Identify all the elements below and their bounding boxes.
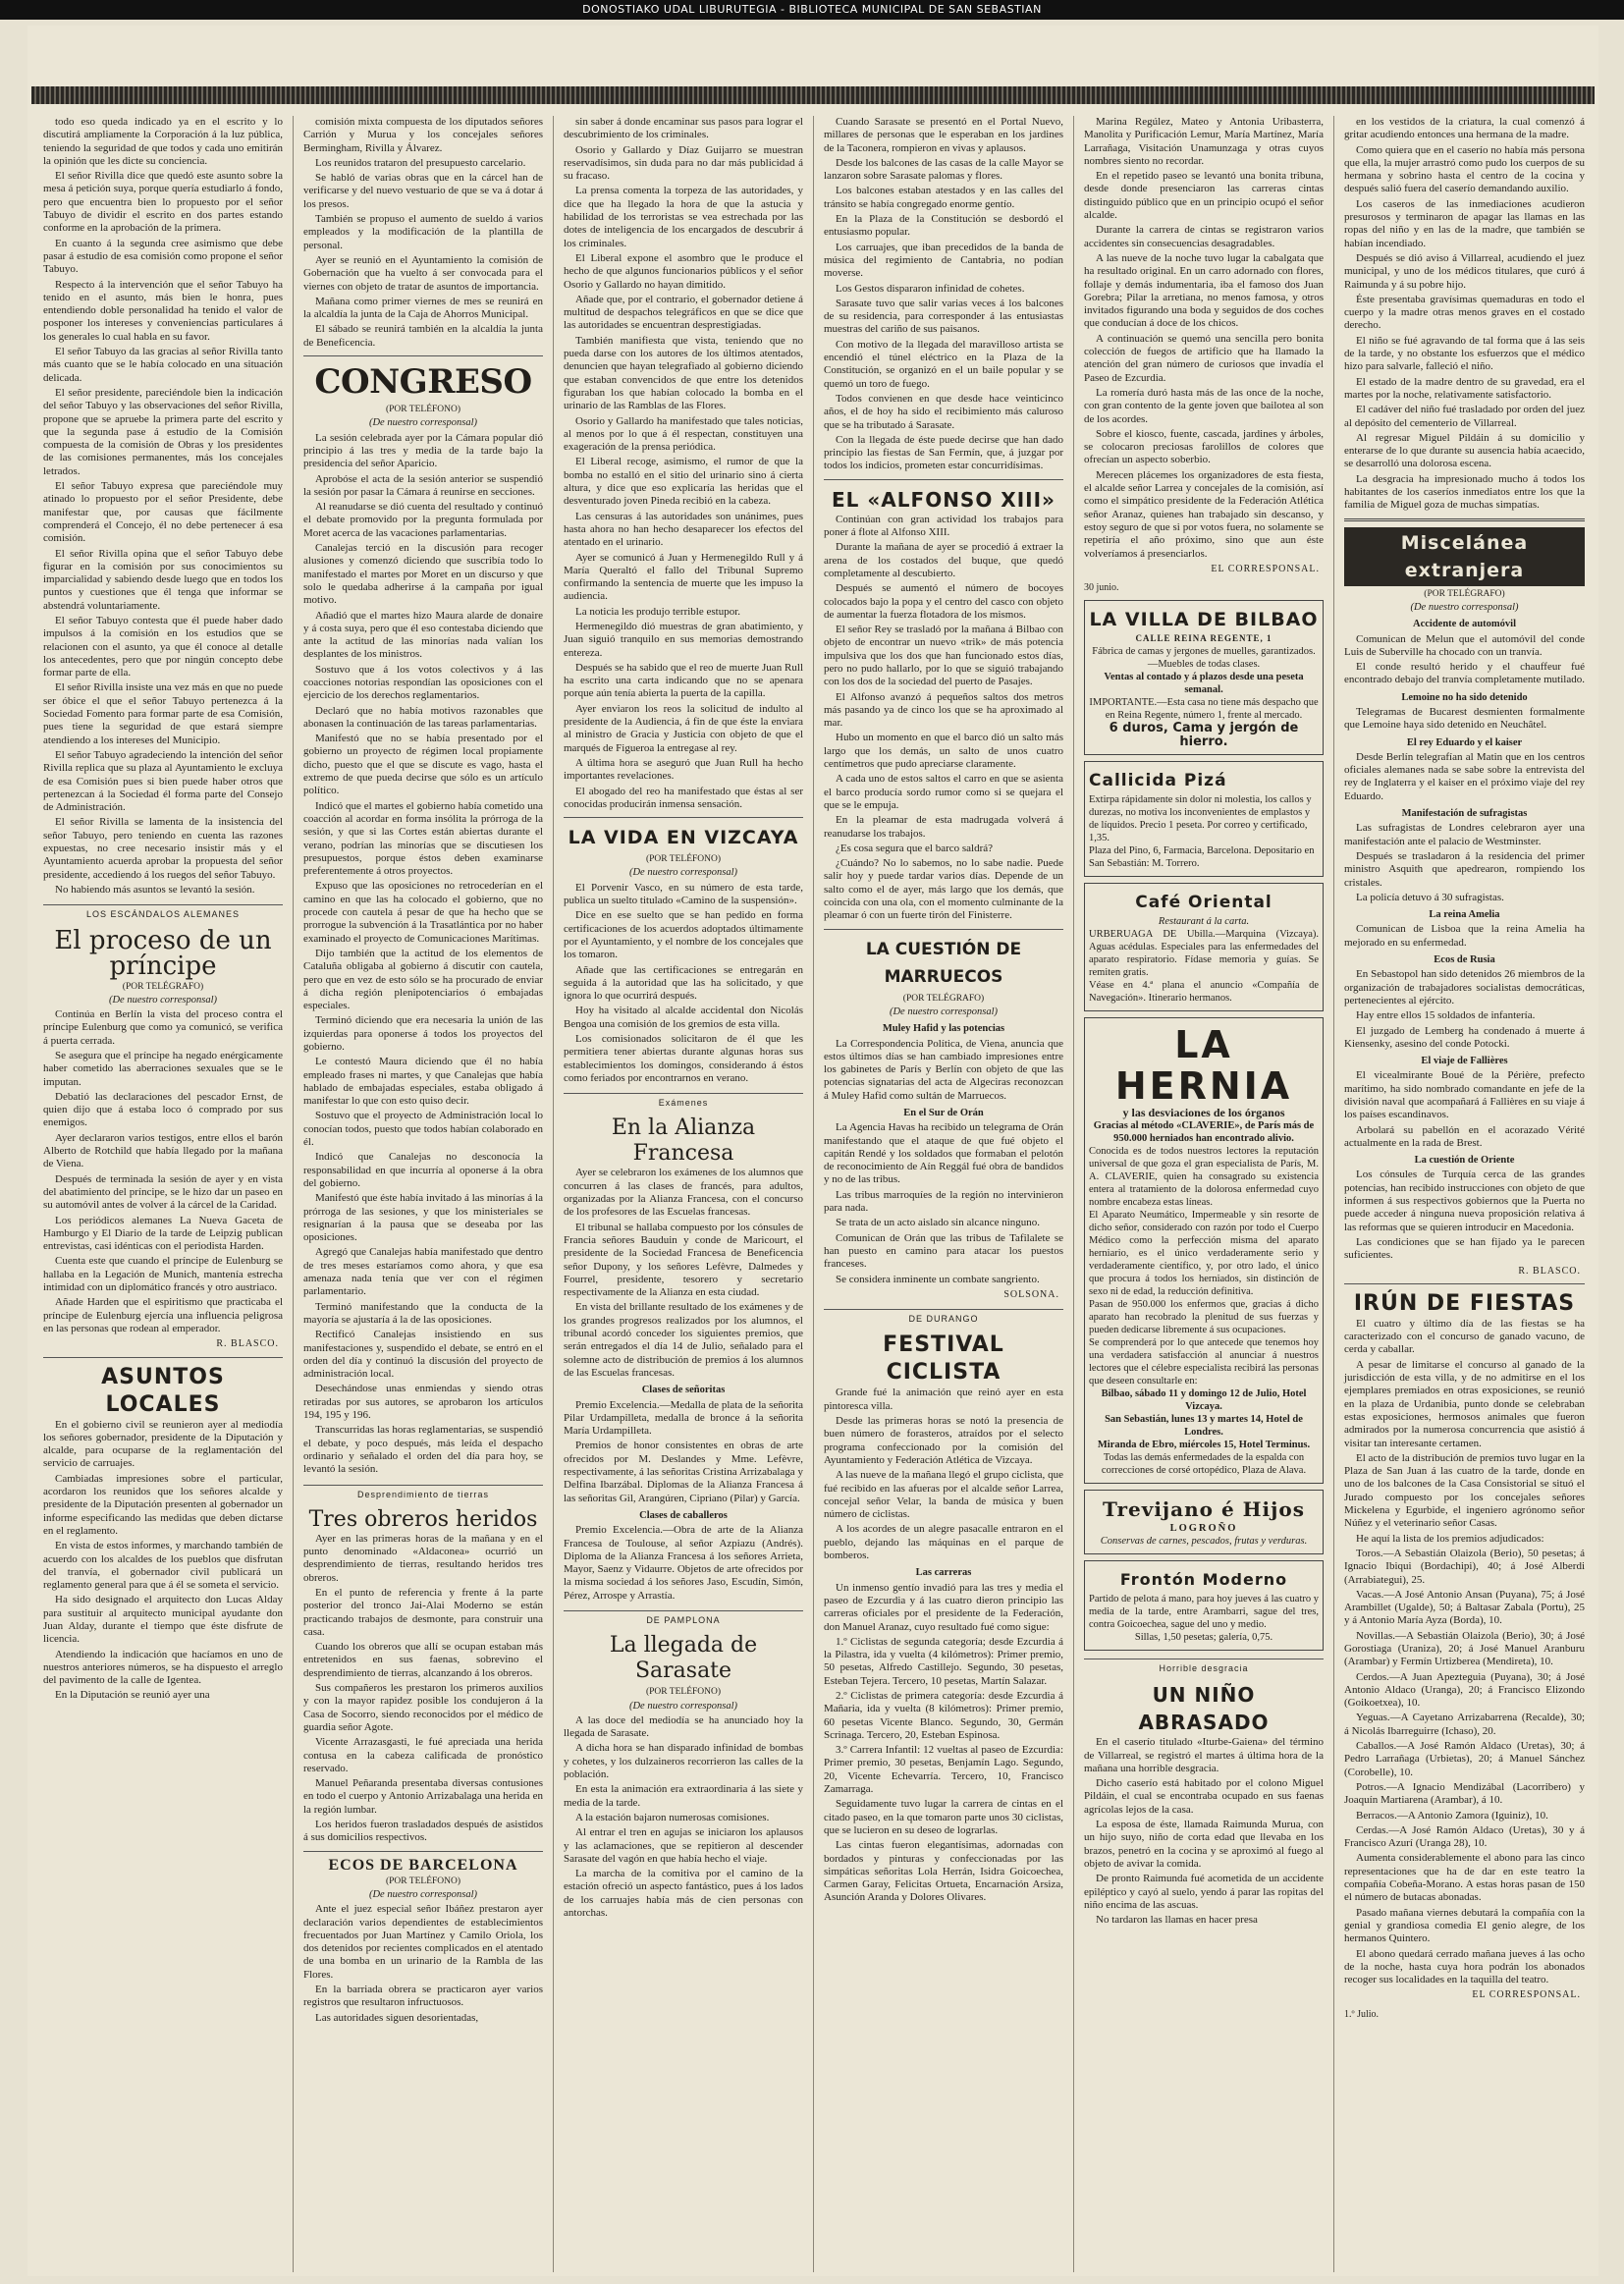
paragraph: Las censuras á las autoridades son unánimes, pues hasta ahora no han hecho desaparecer los efectos del atentado en el urinario. xyxy=(564,510,803,549)
paragraph: El Porvenir Vasco, en su número de esta tarde, publica un suelto titulado «Camino de la suspensión». xyxy=(564,881,803,907)
paragraph: El acto de la distribución de premios tuvo lugar en la Plaza de San Juan á las cuatro de la tarde, donde en uno de los balcones de la Casa Consistorial se situó el Jurado compuesto por los concejales señores Mickelena y Egurbide, el ingeniero agrónomo señor Núñez y el veterinario señor Casas. xyxy=(1344,1451,1585,1530)
paragraph: El señor Rivilla opina que el señor Tabuyo debe figurar en la comisión por sus conocimientos su imparcialidad y sabiendo desde luego que en todos los puntos y cuestiones que él tenga que informar se abstendrá voluntariamente. xyxy=(43,547,283,612)
subheading: Accidente de automóvil xyxy=(1413,619,1516,630)
ad-line: 6 duros, Cama y jergón de hierro. xyxy=(1109,721,1299,749)
paragraph: Después de terminada la sesión de ayer y en vista del abatimiento del príncipe, se le hizo dar un paseo en su automóvil antes de volver á la cárcel de la Caridad. xyxy=(43,1172,283,1212)
paragraph: A continuación se quemó una sencilla pero bonita colección de fuegos de artificio que ha llamado la atención del gran número de curiosos que invadía el Paseo de Ezcurdia. xyxy=(1084,332,1324,384)
byline: (POR TELÉFONO) xyxy=(645,854,722,865)
paragraph: En esta la animación era extraordinaria á las siete y media de la tarde. xyxy=(564,1783,803,1809)
signature: R. BLASCO. xyxy=(1518,1265,1581,1277)
paragraph: Manifestó que no se había presentado por el gobierno un proyecto de régimen local propiamente dicho, puesto que el que se discute es vago, hasta el extremo de que pueda decirse que sólo es un artículo político. xyxy=(303,733,543,797)
paragraph: Éste presentaba gravísimas quemaduras en todo el cuerpo y la madre otras menos graves en el costado derecho. xyxy=(1344,293,1585,332)
paragraph: Los comisionados solicitaron de él que les permitiera tener abiertas durante algunas horas sus establecimientos los domingos, considerando á éstos como feriados por encontrarnos en verano. xyxy=(564,1033,803,1084)
paragraph: La esposa de éste, llamada Raimunda Murua, con un hijo suyo, niño de corta edad que llevaba en los brazos, penetró en la cocina y se aproximó al fuego al objeto de avivar la comida. xyxy=(1084,1819,1324,1870)
paragraph: A las doce del mediodía se ha anunciado hoy la llegada de Sarasate. xyxy=(564,1713,803,1740)
paragraph: Se habló de varias obras que en la cárcel han de verificarse y del nuevo vestuario de que se va á dotar á los presos. xyxy=(303,172,543,210)
divider xyxy=(824,479,1063,480)
paragraph: A las nueve de la noche tuvo lugar la cabalgata que ha resultado original. En un carro adornado con flores, follaje y demás indumentaria, iba el famoso dos Juan Gorebra; Pilar la arretiana, no menos famosa, y otros invitados figurando una boda y seguidos de dos coches que conducían á doce de los chicos. xyxy=(1084,251,1324,330)
paragraph: El Alfonso avanzó á pequeños saltos dos metros más pasando ya de cinco los que se ha aproximado al mar. xyxy=(824,690,1063,730)
paragraph: La desgracia ha impresionado mucho á todos los habitantes de los caseríos inmediatos entre los que la familia de Miguel goza de muchas simpatías. xyxy=(1344,472,1585,512)
section-kicker: DE DURANGO xyxy=(824,1309,1063,1326)
ad-line: Extirpa rápidamente sin dolor ni molestia, los callos y durezas, no motiva los inconvenientes de emplastos y de líquidos. Precio 1 peseta. Por correo y certificado, 1,35. xyxy=(1089,793,1312,843)
paragraph: Seguidamente tuvo lugar la carrera de cintas en el citado paseo, en la que tomaron parte unos 30 ciclistas, que se lucieron en su deseo de lograrlas. xyxy=(824,1798,1063,1836)
subheading: La cuestión de Oriente xyxy=(1414,1155,1515,1167)
divider xyxy=(43,1357,283,1358)
paragraph: En la Plaza de la Constitución se desbordó el entusiasmo popular. xyxy=(824,213,1063,239)
paragraph: Desechándose unas enmiendas y siendo otras retiradas por sus autores, se aprobaron los artículos 194, 195 y 196. xyxy=(303,1383,543,1422)
paragraph: Manuel Peñaranda presentaba diversas contusiones en todo el cuerpo y Antonio Arrizabalaga una herida en la región lumbar. xyxy=(303,1777,543,1816)
headline-miscelanea: Miscelánea extranjera xyxy=(1344,527,1585,586)
paragraph: Añade que las certificaciones se entregarán en seguida á la autoridad que las ha solicitado, y que ignora lo que ocurrirá después. xyxy=(564,963,803,1003)
paragraph: Después se dió aviso á Villarreal, acudiendo el juez municipal, y uno de los médicos titulares, que curó á Raimunda y á su pobre hijo. xyxy=(1344,251,1585,291)
signature: R. BLASCO. xyxy=(216,1338,279,1350)
paragraph: A la estación bajaron numerosas comisiones. xyxy=(575,1811,770,1823)
paragraph: Ayer se reunió en el Ayuntamiento la comisión de Gobernación que ha vuelto á ser convocada para el viernes con objeto de tratar de asuntos de importancia. xyxy=(303,253,543,293)
paragraph: El niño se fué agravando de tal forma que á las seis de la tarde, y no obstante los esfuerzos que el médico hizo para salvarle, falleció el niño. xyxy=(1344,334,1585,373)
paragraph: Aprobóse el acta de la sesión anterior se suspendió la sesión por pasar la Cámara á reunirse en secciones. xyxy=(303,472,543,498)
paragraph: A las nueve de la mañana llegó el grupo ciclista, que fué recibido en las afueras por el alcalde señor Larrea, concejal señor Velar, la banda de música y buen número de ciclistas. xyxy=(824,1469,1063,1521)
paragraph: Mañana como primer viernes de mes se reunirá en la alcaldía la junta de la Caja de Ahorros Municipal. xyxy=(303,295,543,321)
ad-line: Partido de pelota á mano, para hoy jueves á las cuatro y media de la tarde, entre Arambarri, sague del tres, contra Goicoechea, sague del uno y medio. xyxy=(1089,1593,1319,1630)
paragraph: Berracos.—A Antonio Zamora (Iguiniz), 10. xyxy=(1356,1809,1548,1822)
paragraph: Toros.—A Sebastián Olaizola (Berio), 50 pesetas; á Ignacio Ibiqui (Bordachipi), 40; á José Alberdi (Arrabiategui), 25. xyxy=(1344,1547,1585,1586)
ad-line: Bilbao, sábado 11 y domingo 12 de Julio, Hotel Vizcaya. xyxy=(1101,1387,1307,1412)
ad-line: Gracias al método «CLAVERIE», de París más de 950.000 herniados han encontrado alivio. xyxy=(1093,1119,1315,1144)
ad-line: San Sebastián, lunes 13 y martes 14, Hotel de Londres. xyxy=(1105,1413,1303,1438)
ad-trevijano xyxy=(1084,1490,1324,1554)
paragraph: Rectificó Canalejas insistiendo en sus manifestaciones y, suspendido el debate, se entró en el orden del día y continuó la discusión del proyecto de administración local. xyxy=(303,1329,543,1381)
paragraph: Añadió que el martes hizo Maura alarde de donaire y á costa suya, pero que él eso contestaba diciendo que ante la actitud de las minorías nada valían los desplantes de los ministros. xyxy=(303,609,543,661)
byline: (POR TELÉFONO) xyxy=(645,1687,722,1698)
subheading: Manifestación de sufragistas xyxy=(1401,808,1528,820)
divider xyxy=(1344,518,1585,521)
paragraph: Caballos.—A José Ramón Aldaco (Uretas), 30; á Pedro Larrañaga (Urbietas), 20; á Manuel Sánchez (Corobelle), 10. xyxy=(1344,1740,1585,1778)
paragraph: He aquí la lista de los premios adjudicados: xyxy=(1356,1532,1544,1545)
headline-obreros-heridos: Tres obreros heridos xyxy=(308,1506,538,1532)
paragraph: Pasado mañana viernes debutará la compañía con la genial y grandiosa comedia El genio alegre, de los hermanos Quintero. xyxy=(1344,1906,1585,1945)
paragraph: El señor Tabuyo da las gracias al señor Rivilla tanto más cuanto que se le había colocado en una situación delicada. xyxy=(43,346,283,384)
paragraph: Sobre el kiosco, fuente, cascada, jardines y árboles, se colocaron preciosas farolillos de colores que ofrecían un aspecto soberbio. xyxy=(1084,427,1324,466)
byline: (POR TELÉFONO) xyxy=(385,405,461,415)
ad-line: URBERUAGA DE Ubilla.—Marquina (Vizcaya). Aguas acédulas. Especiales para las enfermedades del aparato respiratorio. Fídase memoria y guías. Se remiten gratis. xyxy=(1089,928,1319,978)
byline: (POR TELÉGRAFO) xyxy=(122,981,204,992)
paragraph: Desde las primeras horas se notó la presencia de buen número de forasteros, atraídos por el selecto programa confeccionado por la comisión del Ayuntamiento y Federación Atlética de Vizcaya. xyxy=(824,1415,1063,1466)
ad-title: Frontón Moderno xyxy=(1119,1569,1288,1589)
paragraph: En el punto de referencia y frente á la parte posterior del tronco Jai-Alai Moderno se están practicando trabajos de desmonte, para construir una casa. xyxy=(303,1586,543,1638)
paragraph: Potros.—A Ignacio Mendizábal (Lacorribero) y Joaquín Martiarena (Arambar), á 10. xyxy=(1344,1780,1585,1807)
ad-subtitle: LOGROÑO xyxy=(1169,1522,1238,1534)
paragraph: Ayer se celebraron los exámenes de los alumnos que concurren á las clases de francés, para adultos, organizadas por la Alianza Francesa, con el concurso de los profesores de las Escuelas francesas. xyxy=(564,1167,803,1219)
paragraph: La Agencia Havas ha recibido un telegrama de Orán manifestando que el ataque de que fué objeto el capitán Rendé y los soldados que formaban el pelotón de reconocimiento de Aín Reggál fué obra de bandidos y no de las tribus. xyxy=(824,1121,1063,1186)
paragraph: La romería duró hasta más de las once de la noche, con gran contento de la gente joven que bailotea al son de los acordes. xyxy=(1084,386,1324,425)
ad-title: Café Oriental xyxy=(1135,892,1272,912)
byline-correspondent: (De nuestro corresponsal) xyxy=(628,867,738,879)
paragraph: Añade que, por el contrario, el gobernador detiene á multitud de despachos telegráficos en que se dice que las autoridades se encuentran desprestigiadas. xyxy=(564,293,803,332)
divider xyxy=(564,817,803,818)
paragraph: A dicha hora se han disparado infinidad de bombas y cohetes, y los dulzaineros recorrieron las calles de la población. xyxy=(564,1742,803,1781)
paragraph: 2.º Ciclistas de primera categoría: desde Ezcurdia á Mañaria, ida y vuelta (8 kilómetros): Primer premio, 60 pesetas Vicente Blanco. Segundo, 30, Germán Scrinaga. Tercero, 20, Esteban Espinosa. xyxy=(824,1689,1063,1741)
paragraph: ¿Es cosa segura que el barco saldrá? xyxy=(836,842,994,854)
section-kicker: LOS ESCÁNDALOS ALEMANES xyxy=(43,904,283,921)
headline-alianza-francesa: En la Alianza Francesa xyxy=(611,1115,756,1167)
headline-llegada-sarasate: La llegada de Sarasate xyxy=(609,1633,758,1684)
paragraph: Añade Harden que el espiritismo que practicaba el príncipe de Eulenburg ejercía una influencia peligrosa en las personas que rodean al emperador. xyxy=(43,1296,283,1334)
paragraph: El cadáver del niño fué trasladado por orden del juez al depósito del cementerio de Villarreal. xyxy=(1344,404,1585,429)
paragraph: Los balcones estaban atestados y en las calles del tránsito se había congregado enorme gentío. xyxy=(824,185,1063,210)
column-3 xyxy=(554,116,814,2272)
byline-correspondent: (De nuestro corresponsal) xyxy=(1410,601,1519,613)
paragraph: Agregó que Canalejas había manifestado que dentro de tres meses estaríamos como ahora, y que esa amenaza nada tenía que ver con el régimen parlamentario. xyxy=(303,1246,543,1298)
subheading: Clases de señoritas xyxy=(641,1385,726,1396)
ad-la-hernia xyxy=(1084,1017,1324,1484)
ad-fronton-moderno xyxy=(1084,1560,1324,1651)
paragraph: Ayer se comunicó á Juan y Hermenegildo Rull y á María Queraltó el fallo del Tribunal Supremo confirmando la sentencia de muerte que les impuso la audiencia. xyxy=(564,551,803,603)
byline: (POR TELÉGRAFO) xyxy=(1424,588,1505,599)
paragraph: Un inmenso gentío invadió para las tres y media el paseo de Ezcurdia y á las cuatro dieron principio las carreras oficiales por el presidente de la Federación, don Manuel Aranaz, cuyo resultado fué como sigue: xyxy=(824,1581,1063,1633)
paragraph: El Liberal expone el asombro que le produce el hecho de que algunos funcionarios públicos y el señor Osorio y Gallardo no hayan dimitido. xyxy=(564,251,803,291)
divider xyxy=(824,929,1063,930)
section-kicker: DE PAMPLONA xyxy=(564,1610,803,1627)
paragraph: Dicho caserío está habitado por el colono Miguel Pildáin, el cual se encontraba ocupado en sus faenas agrícolas lejos de la casa. xyxy=(1084,1777,1324,1816)
signature: SOLSONA. xyxy=(1003,1288,1059,1300)
paragraph: En la pleamar de esta madrugada volverá á reanudarse los trabajos. xyxy=(824,814,1063,840)
paragraph: Terminó diciendo que era necesaria la unión de las izquierdas para oponerse á todos los proyectos del gobierno. xyxy=(303,1014,543,1053)
paragraph: Indicó que el martes el gobierno había cometido una coacción al acordar en forma insólita la prórroga de la sesión, y que si las Cortes están abiertas durante el verano, podrían las minorías que se discutiesen los presupuestos, porque éstos deben examinarse preferentemente á otros proyectos. xyxy=(303,799,543,878)
paragraph: Durante la mañana de ayer se procedió á extraer la arena de los costados del buque, que quedó completamente al descubierto. xyxy=(824,541,1063,579)
newspaper-page xyxy=(27,26,1598,2276)
paragraph: Los caseros de las inmediaciones acudieron presurosos y terminaron de apagar las llamas en las ropas del niño y en las de la madre, que también se habían incendiado. xyxy=(1344,197,1585,249)
headline-irun-fiestas: IRÚN DE FIESTAS xyxy=(1353,1290,1576,1316)
paragraph: Transcurridas las horas reglamentarias, se suspendió el debate, y poco después, más leída el despacho ordinario y señalado el orden del día para hoy, se levantó la sesión. xyxy=(303,1424,543,1476)
paragraph: Respecto á la intervención que el señor Tabuyo ha tenido en el asunto, más bien le honra, pues entendiendo doble personalidad ha tenido el valor de posponer los intereses y conveniencias particulares á los generales lo cual habla en su favor. xyxy=(43,278,283,343)
paragraph: La Correspondencia Política, de Viena, anuncia que estos últimos días se han cambiado impresiones entre los gabinetes de París y Berlín con objeto de que las potencias signatarias del acta de Algeciras reconozcan á Muley Hafid como sultán de Marruecos. xyxy=(824,1037,1063,1102)
paragraph: No tardaron las llamas en hacer presa xyxy=(1096,1914,1258,1927)
paragraph: Ayer enviaron los reos la solicitud de indulto al presidente de la Audiencia, á fin de que éste la enviara al ministro de Gracia y Justicia con objeto de que el marqués de Figueroa la entregase al rey. xyxy=(564,702,803,754)
paragraph: Atendiendo la indicación que hacíamos en uno de nuestros anteriores números, se ha dispuesto el arreglo del pavimento de la calle de Igentea. xyxy=(43,1648,283,1687)
headline-vida-vizcaya: LA VIDA EN VIZCAYA xyxy=(568,827,799,849)
paragraph: Aumenta considerablemente el abono para las cinco representaciones que ha de dar en este teatro la compañía Cobeña-Morano. A estas horas pasan de 150 el número de butacas abonadas. xyxy=(1344,1852,1585,1904)
library-banner: DONOSTIAKO UDAL LIBURUTEGIA - BIBLIOTECA MUNICIPAL DE SAN SEBASTIAN xyxy=(0,0,1624,20)
paragraph: Manifestó que éste había invitado á las minorías á la prórroga de las sesiones, y que los ministeriales se resignarían á la pausa que se deseaba por las oposiciones. xyxy=(303,1192,543,1244)
signature: EL CORRESPONSAL. xyxy=(1211,563,1320,574)
paragraph: Hoy ha visitado al alcalde accidental don Nicolás Bengoa una comisión de los gremios de esta villa. xyxy=(564,1005,803,1030)
ad-line: Miranda de Ebro, miércoles 15, Hotel Terminus. xyxy=(1097,1439,1311,1450)
paragraph: Los reunidos trataron del presupuesto carcelario. xyxy=(315,156,526,169)
paragraph: Terminó manifestando que la conducta de la mayoría se ajustaría á la de las oposiciones. xyxy=(303,1300,543,1326)
paragraph: A cada uno de estos saltos el carro en que se asienta el barco producía sordo rumor como si se quejara el que se le empuja. xyxy=(824,773,1063,811)
paragraph: Premios de honor consistentes en obras de arte ofrecidos por M. Deslandes y Mme. Lefèvre, respectivamente, á las señoritas Cristina Arrizabalaga y Delfina Ibarzábal. Diplomas de la Alianza Francesa á las señoritas Gil, Arangúren, Cipriano (Pilar) y García. xyxy=(564,1440,803,1504)
column-4 xyxy=(814,116,1074,2272)
ad-title: Trevijano é Hijos xyxy=(1103,1496,1305,1521)
paragraph: Los Gestos dispararon infinidad de cohetes. xyxy=(836,282,1025,295)
paragraph: Cuando Sarasate se presentó en el Portal Nuevo, millares de personas que le esperaban en los jardines de la Taconera, rompieron en vivas y aplausos. xyxy=(824,116,1063,154)
paragraph: Desde Berlín telegrafían al Matin que en los centros oficiales alemanes nada se sabe sobre la entrevista del rey de Inglaterra y el kaiser en el próximo viaje del rey Eduardo. xyxy=(1344,750,1585,802)
paragraph: Cuenta este que cuando el príncipe de Eulenburg se hallaba en la Legación de Munich, mantenía estrecha intimidad con un diplomático francés y otro austriaco. xyxy=(43,1255,283,1294)
paragraph: El vicealmirante Boué de la Périère, prefecto marítimo, ha sido nombrado comandante en jefe de la división naval que acompañará á Fallières en su viaje á los países escandinavos. xyxy=(1344,1069,1585,1121)
divider xyxy=(1344,1283,1585,1284)
ad-line: Fábrica de camas y jergones de muelles, garantizados.—Muebles de todas clases. xyxy=(1092,646,1316,671)
paragraph: El señor Rivilla dice que quedó este asunto sobre la mesa á petición suya, porque quería estudiarlo á fondo, pero que encuentra bien lo propuesto por el señor Tabuyo de dividir el escrito en dos partes estando conforme en la aprobación de la primera. xyxy=(43,170,283,235)
divider xyxy=(303,1851,543,1852)
paragraph: Después se ha sabido que el reo de muerte Juan Rull ha escrito una carta indicando que no se apenara porque aún tenía abierta la puerta de la capilla. xyxy=(564,661,803,700)
paragraph: Desde los balcones de las casas de la calle Mayor se lanzaron sobre Sarasate palomas y flores. xyxy=(824,156,1063,183)
paragraph: En la barriada obrera se practicaron ayer varios registros que resultaron infructuosos. xyxy=(303,1984,543,2009)
paragraph: En la Diputación se reunió ayer una xyxy=(55,1689,210,1702)
ad-line: Plaza del Pino, 6, Farmacia, Barcelona. Depositario en San Sebastián: M. Torrero. xyxy=(1089,844,1315,869)
paragraph: Osorio y Gallardo y Díaz Guijarro se muestran reservadísimos, sin duda para no dar más publicidad á su fracaso. xyxy=(564,143,803,183)
paragraph: Marina Regúlez, Mateo y Antonia Uribasterra, Manolita y Purificación Lemur, María Martínez, María Larrañaga, Visitación Unamunzaga y otras cuyos nombres siento no recordar. xyxy=(1084,116,1324,167)
headline-proceso: El proceso de un príncipe xyxy=(54,925,272,981)
ad-callicida xyxy=(1084,761,1324,877)
ad-line: Conocida es de todos nuestros lectores la reputación universal de que goza el gran especialista de París, M. A. CLAVERIE, quien ha consagrado su existencia entera al tratamiento de la dolorosa enfermedad cuyo nombre encabeza estas líneas. xyxy=(1089,1145,1319,1208)
paragraph: Todos convienen en que desde hace veinticinco años, el de hoy ha sido el recibimiento más caluroso que se ha tributado á Sarasate. xyxy=(824,392,1063,431)
paragraph: Comunican de Melun que el automóvil del conde Luis de Suberville ha chocado con un tranvía. xyxy=(1344,632,1585,658)
paragraph: todo eso queda indicado ya en el escrito y lo discutirá ampliamente la Corporación á la luz pública, teniendo la seguridad de que todos y cada uno emitirán la opinión que les dicte su conciencia. xyxy=(43,116,283,167)
paragraph: en los vestidos de la criatura, la cual comenzó á gritar acudiendo entonces una hermana de la madre. xyxy=(1344,116,1585,141)
paragraph: También se propuso el aumento de sueldo á varios empleados y la modificación de la plantilla de personal. xyxy=(303,213,543,251)
paragraph: Los periódicos alemanes La Nueva Gaceta de Hamburgo y El Diario de la tarde de Leipzig publican entrevistas, casi idénticas con el periodista Harden. xyxy=(43,1214,283,1253)
subheading: Muley Hafid y las potencias xyxy=(882,1023,1005,1035)
paragraph: La policía detuvo á 30 sufragistas. xyxy=(1356,891,1504,903)
paragraph: Declaró que no había motivos razonables que abonasen la continuación de las tareas parlamentarias. xyxy=(303,704,543,730)
paragraph: El conde resultó herido y el chauffeur fué encontrado debajo del tranvía completamente mutilado. xyxy=(1344,661,1585,686)
byline-correspondent: (De nuestro corresponsal) xyxy=(108,994,218,1006)
subheading: El viaje de Fallières xyxy=(1421,1056,1508,1067)
paragraph: Le contestó Maura diciendo que él no había empleado frases ni martes, y que Canalejas que había hablado de embajadas especiales, estaba obligado á manifestar lo que con esto quiso decir. xyxy=(303,1056,543,1108)
paragraph: Se trata de un acto aislado sin alcance ninguno. xyxy=(836,1217,1041,1229)
ad-line: Restaurant á la carta. xyxy=(1158,915,1250,927)
paragraph: Premio Excelencia.—Obra de arte de la Alianza Francesa de Toulouse, al señor Azpiazu (Andrés). Diploma de la Alianza Francesa á los señores Arrieta, Mayor, Saenz y Vidaurre. Objetos de arte ofrecidos por la misma sociedad á los señores Jaso, Escudín, Simón, Pérez, Arrospe y Arrastía. xyxy=(564,1524,803,1602)
ad-title: LA HERNIA xyxy=(1114,1022,1293,1108)
section-kicker: Exámenes xyxy=(564,1093,803,1110)
paragraph: Arbolará su pabellón en el acorazado Vérité actualmente en la rada de Brest. xyxy=(1344,1123,1585,1149)
paragraph: También manifiesta que vista, teniendo que no pueda darse con los autores de los últimos atentados, denuncien que hayan telegrafiado al gobierno diciendo que estaban convencidos de que entre los detenidos figuraban los que habían colocado la bomba en el urinario de las Ramblas de las Flores. xyxy=(564,334,803,412)
ad-line: Véase en 4.ª plana el anuncio «Compañía de Navegación». Itinerario hermanos. xyxy=(1089,979,1319,1004)
column-2 xyxy=(294,116,554,2272)
paragraph: Osorio y Gallardo ha manifestado que tales noticias, al menos por lo que á él respectan, constituyen una exageración de la prensa periódica. xyxy=(564,414,803,454)
column-5 xyxy=(1074,116,1334,2272)
ad-cafe-oriental xyxy=(1084,883,1324,1011)
paragraph: La sesión celebrada ayer por la Cámara popular dió principio á las tres y media de la tarde bajo la presidencia del señor Aparicio. xyxy=(303,431,543,470)
headline-alfonso-xiii: EL «ALFONSO XIII» xyxy=(832,487,1056,512)
paragraph: Hay entre ellos 15 soldados de infantería. xyxy=(1356,1009,1536,1022)
subheading: Lemoine no ha sido detenido xyxy=(1401,691,1528,703)
paragraph: Novillas.—A Sebastián Olaizola (Berio), 30; á José Gorostiaga (Uraniza), 20; á José Manuel Aranburu (Arambar) y Fermín Urtizberea (Mendireta), 10. xyxy=(1344,1629,1585,1668)
subheading: Clases de caballeros xyxy=(639,1509,728,1521)
paragraph: Con la llegada de éste puede decirse que han dado principio las fiestas de San Fermín, que, á juzgar por todos los indicios, prometen estar concurridísimas. xyxy=(824,433,1063,472)
paragraph: Después se trasladaron á la residencia del primer ministro Asquith que apedrearon, rompiendo los cristales. xyxy=(1344,849,1585,889)
paragraph: El cuatro y último día de las fiestas se ha caracterizado con el concurso de ganado vacuno, de cerda y caballar. xyxy=(1344,1317,1585,1356)
headline-congreso: CONGRESO xyxy=(314,362,532,403)
headline-nino-abrasado: UN NIÑO ABRASADO xyxy=(1138,1683,1270,1735)
paragraph: Sus compañeros les prestaron los primeros auxilios y con la mayor rapidez posible los condujeron á la Casa de Socorro, siendo reconocidos por el médico de guardia señor Agote. xyxy=(303,1682,543,1733)
paragraph: Durante la carrera de cintas se registraron varios accidentes sin consecuencias desagradables. xyxy=(1084,224,1324,249)
ad-line: IMPORTANTE.—Esta casa no tiene más despacho que en Reina Regente, número 1, frente al mercado. xyxy=(1089,697,1319,722)
headline-ecos-barcelona: ECOS DE BARCELONA xyxy=(328,1856,518,1874)
paragraph: Telegramas de Bucarest desmienten formalmente que Lemoine haya sido detenido en Neuchâtel. xyxy=(1344,705,1585,732)
paragraph: El estado de la madre dentro de su gravedad, era el martes por la noche, relativamente satisfactorio. xyxy=(1344,375,1585,401)
paragraph: Grande fué la animación que reinó ayer en esta pintoresca villa. xyxy=(824,1387,1063,1412)
paragraph: Ayer en las primeras horas de la mañana y en el punto denominado «Aldaconea» ocurrió un desprendimiento de tierras, resultando heridos tres obreros. xyxy=(303,1532,543,1584)
paragraph: El señor Rivilla se lamenta de la insistencia del señor Tabuyo, pero teniendo en cuenta las razones expuestas, no cree necesario insistir más y el Ayuntamiento acuerda aprobar la propuesta del señor presidente, accediendo á los ruegos del señor Tabuyo. xyxy=(43,816,283,881)
paragraph: Hermenegildo dió muestras de gran abatimiento, y Juan siguió tranquilo en sus memorias demostrando entereza. xyxy=(564,620,803,659)
ad-title: LA VILLA DE BILBAO xyxy=(1089,609,1319,631)
paragraph: Dijo también que la actitud de los elementos de Cataluña obligaba al gobierno á discutir con cautela, pero que en vez de esto sólo se ha procurado de enviar á dicha región plenipotenciarios ó embajadas especiales. xyxy=(303,947,543,1012)
paragraph: Yeguas.—A Cayetano Arrizabarrena (Recalde), 30; á Nicolás Ibarreguirre (Ichaso), 20. xyxy=(1344,1712,1585,1737)
subheading: En el Sur de Orán xyxy=(903,1108,984,1118)
ad-line: Sillas, 1,50 pesetas; galería, 0,75. xyxy=(1134,1631,1273,1643)
paragraph: Como quiera que en el caserío no había más persona que ella, la mujer arrastró como pudo los cuerpos de su hermana y sobrino hasta el centro de la cocina y después salió fuera del caserío demandando auxilio. xyxy=(1344,143,1585,195)
byline: (POR TELÉFONO) xyxy=(385,1876,461,1886)
paragraph: ¿Cuándo? No lo sabemos, no lo sabe nadie. Puede salir hoy y puede tardar varios días. Depende de un salto como el de ayer, más largo que los demás, que coincida con una ola, con el momento culminante de la pleamar ó con un fuerte tirón del Finisterre. xyxy=(824,857,1063,922)
ad-line: El Aparato Neumático, Impermeable y sin resorte de dicho señor, considerado con razón por todo el Cuerpo Médico como la perfección misma del aparato herniario, es el único verdaderamente serio y verdaderamente científico, y, por otro lado, el único que procura á todos los herniados, sin distinción de sexo ni de edad, la reducción definitiva. xyxy=(1089,1209,1319,1297)
ad-line: Pasan de 950.000 los enfermos que, gracias á dicho aparato han recobrado la plenitud de sus fuerzas y pueden dedicarse libremente á sus ocupaciones. xyxy=(1089,1298,1319,1335)
paragraph: Las condiciones que se han fijado ya le parecen suficientes. xyxy=(1344,1235,1585,1262)
paragraph: En el repetido paseo se levantó una bonita tribuna, desde donde presenciaron las carreras cintas distinguido público que en un principio ocupó el señor alcalde. xyxy=(1084,170,1324,222)
paragraph: Después se aumentó el número de bocoyes colocados bajo la popa y el centro del casco con objeto de aumentar la fuerza flotadora de los mismos. xyxy=(824,582,1063,621)
paragraph: Cambiadas impresiones sobre el particular, acordaron los reunidos que los señores alcalde y presidente de la Diputación presenten al gobernador un informe especificando las medidas que deben dictarse en el reglamento. xyxy=(43,1472,283,1537)
column-6 xyxy=(1334,116,1595,2272)
column-1 xyxy=(33,116,294,2272)
masthead-band xyxy=(31,86,1595,104)
byline-correspondent: (De nuestro corresponsal) xyxy=(368,417,478,429)
paragraph: El señor Rey se trasladó por la mañana á Bilbao con objeto de encontrar un nuevo «trik» de más potencia impulsiva que los dos que han funcionado estos días, pero no pudo hallarlo, por lo que se siguió trabajando con los dos de la sociedad del puerto de Pasajes. xyxy=(824,624,1063,688)
paragraph: Ayer declararon varios testigos, entre ellos el barón Alberto de Rotchild que había llegado por la mañana de Viena. xyxy=(43,1131,283,1170)
signature: EL CORRESPONSAL. xyxy=(1472,1989,1581,2001)
paragraph: Las tribus marroquíes de la región no intervinieron para nada. xyxy=(824,1188,1063,1215)
paragraph: Al entrar el tren en agujas se iniciaron los aplausos y las aclamaciones, que se repitieron al descender Sarasate del vagón en que había hecho el viaje. xyxy=(564,1826,803,1865)
headline-festival-ciclista: FESTIVAL CICLISTA xyxy=(883,1332,1004,1386)
paragraph: Las cintas fueron elegantísimas, adornadas con bordados y pinturas y confeccionadas por las simpáticas señoritas Lola Herrán, Isidra Goicoechea, Carmen Garay, Felicitas Ortueta, Encarnación Arsiza, Asunción Aranda y Dolores Olivares. xyxy=(824,1839,1063,1904)
byline-correspondent: (De nuestro corresponsal) xyxy=(889,1006,999,1017)
paragraph: Se considera inminente un combate sangriento. xyxy=(836,1273,1040,1285)
paragraph: El señor Rivilla insiste una vez más en que no puede ser óbice el que el señor Tabuyo pertenezca á la Sociedad Fomento para formar parte de esa Comisión, pues tiene la seguridad de que estará siempre atendiendo a los intereses del Municipio. xyxy=(43,681,283,746)
paragraph: Merecen plácemes los organizadores de esta fiesta, el alcalde señor Larrea y concejales de la comisión, así como el simpático presidente de la Federación Atlética señor Aranaz, quienes han trabajado sin descanso, y estoy seguro de que si por votos fuera, no solamente se repetiría el año próximo, sino que aun éste volveríamos á presenciarlos. xyxy=(1084,468,1324,560)
paragraph: Cuando los obreros que allí se ocupan estaban más entretenidos en sus faenas, sobrevino el desprendimiento de tierras, alcanzando á los obreros. xyxy=(303,1641,543,1679)
ad-villa-bilbao xyxy=(1084,600,1324,755)
dateline: 1.º Julio. xyxy=(1344,2008,1380,2020)
paragraph: Indicó que Canalejas no desconocía la responsabilidad en que incurría al oponerse á la obra del gobierno. xyxy=(303,1151,543,1189)
paragraph: Cerdas.—A José Ramón Aldaco (Uretas), 30 y á Francisco Azurí (Uranga 28), 10. xyxy=(1344,1823,1585,1850)
paragraph: Debatió las declaraciones del pescador Ernst, de quien dijo que á estaba loco ó comprado por sus enemigos. xyxy=(43,1090,283,1129)
paragraph: Los carruajes, que iban precedidos de la banda de música del regimiento de Cantabria, no podían moverse. xyxy=(824,241,1063,280)
paragraph: La noticia les produjo terrible estupor. xyxy=(575,605,741,618)
subheading: El rey Eduardo y el kaiser xyxy=(1406,736,1523,748)
paragraph: Sostuvo que el proyecto de Administración local lo conocían todos, puesto que todos habían colaborado en él. xyxy=(303,1110,543,1149)
paragraph: Se asegura que el príncipe ha negado enérgicamente haber cometido las aberraciones sexuales que se le imputan. xyxy=(43,1050,283,1088)
paragraph: Con motivo de la llegada del maravilloso artista se encendió el túnel eléctrico en la Plaza de la Constitución, se organizó en el un baile popular y se quemó un toro de fuego. xyxy=(824,338,1063,390)
paragraph: Continúan con gran actividad los trabajos para poner á flote al Alfonso XIII. xyxy=(824,513,1063,539)
paragraph: Los cónsules de Turquía cerca de las grandes potencias, han recibido instrucciones con objeto de que informen á sus respectivos gobiernos que la Puerta no puede acceder á ninguna nueva proposición relativa á las reformas que se quieren introducir en Macedonia. xyxy=(1344,1169,1585,1233)
subheading: La reina Amelia xyxy=(1429,909,1500,921)
paragraph: El abogado del reo ha manifestado que éstas al ser conocidas producirán inmensa sensación. xyxy=(564,785,803,810)
paragraph: Los heridos fueron trasladados después de asistidos á sus domicilios respectivos. xyxy=(303,1819,543,1844)
ad-subtitle: y las desviaciones de los órganos xyxy=(1122,1105,1285,1119)
columns-grid xyxy=(33,116,1595,2272)
byline: (POR TELÉGRAFO) xyxy=(902,993,985,1004)
headline-cuestion-marruecos: LA CUESTIÓN DE MARRUECOS xyxy=(865,939,1022,987)
paragraph: A pesar de limitarse el concurso al ganado de la jurisdicción de esta villa, y de no admitirse en el los ejemplares premiados en otras exposiciones, se reunió en la plaza de Urdanibia, punto donde se celebraban estas exposiciones, hermosos animales que fueron admirados por la numerosa concurrencia que asistió á visitar tan interesante certamen. xyxy=(1344,1358,1585,1449)
section-kicker: Desprendimiento de tierras xyxy=(303,1485,543,1501)
paragraph: En el caserío titulado «Iturbe-Gaiena» del término de Villarreal, se registró el martes á última hora de la mañana una horrible desgracia. xyxy=(1084,1736,1324,1774)
paragraph: 1.º Ciclistas de segunda categoría; desde Ezcurdia á la Pilastra, ida y vuelta (4 kilómetros): Primer premio, 50 pesetas, Alfredo Castillejo. Segundo, 30 pesetas, Esteban Tejera. Tercero, 10 pesetas, Martín Salazar. xyxy=(824,1635,1063,1687)
paragraph: El sábado se reunirá también en la alcaldía la junta de Beneficencia. xyxy=(303,323,543,349)
paragraph: Continúa en Berlín la vista del proceso contra el príncipe Eulenburg que como ya comunicó, se verifica á puerta cerrada. xyxy=(43,1008,283,1047)
paragraph: Sostuvo que á los votos colectivos y á las coacciones notorias respondían las oposiciones con el ejercicio de los derechos reglamentarios. xyxy=(303,663,543,702)
headline-asuntos-locales: ASUNTOS LOCALES xyxy=(101,1364,225,1417)
paragraph: El señor Tabuyo agradeciendo la intención del señor Rivilla replica que su plaza al Ayuntamiento le excluya de esa Comisión pues si bien puede haber otros que pertenezcan á la Sociedad él forma parte del Consejo de Administración. xyxy=(43,748,283,814)
ad-line: Se comprenderá por lo que antecede que tenemos hoy una verdadera satisfacción al anunciar á nuestros lectores que el célebre especialista recibirá las personas que deseen consultarle en: xyxy=(1089,1336,1319,1387)
paragraph: El tribunal se hallaba compuesto por los cónsules de Francia señores Bauduin y conde de Maricourt, el presidente de la Sociedad Francesa de Beneficencia señor Dupony, y los señores Lefèvre, Dalmedes y Fourrel, presidente, tesorero y secretario respectivamente de la Alianza en esta ciudad. xyxy=(564,1221,803,1299)
ad-line: Conservas de carnes, pescados, frutas y verduras. xyxy=(1100,1535,1308,1547)
subheading: Las carreras xyxy=(915,1567,972,1579)
paragraph: Cerdos.—A Juan Apezteguia (Puyana), 30; á José Antonio Aldaco (Uranga), 20; á Francisco Elizondo (Goikoetxea), 10. xyxy=(1344,1670,1585,1710)
paragraph: En Sebastopol han sido detenidos 26 miembros de la organización de trabajadores socialistas democráticas, pertenecientes al ejército. xyxy=(1344,968,1585,1006)
paragraph: El abono quedará cerrado mañana jueves á las ocho de la noche, hasta cuya hora podrán los abonados recoger sus localidades en la taquilla del teatro. xyxy=(1344,1947,1585,1986)
paragraph: El señor Tabuyo expresa que pareciéndole muy atinado lo propuesto por el señor Presidente, debe manifestar que, por causas que fácilmente comprenderá el Concejo, él no debe pertenecer á esa comisión. xyxy=(43,480,283,545)
paragraph: El señor Tabuyo contesta que él puede haber dado impulsos á la comisión en los estudios que se relacionen con el asunto, ya que él conoce al detalle los antecedentes, pero que por ningún concepto debe formar parte de ella. xyxy=(43,614,283,680)
paragraph: En el gobierno civil se reunieron ayer al mediodía los señores gobernador, presidente de la Diputación y alcalde, para ocuparse de la reglamentación del servicio de carruajes. xyxy=(43,1418,283,1470)
paragraph: A última hora se aseguró que Juan Rull ha hecho importantes revelaciones. xyxy=(564,756,803,783)
paragraph: En vista del brillante resultado de los exámenes y de los grandes progresos realizados por los alumnos, el tribunal acordó conceder los siguientes premios, que serán entregados el día 14 de Julio, señalado para el solemne acto de distribución de premios á los alumnos de las Escuelas francesas. xyxy=(564,1301,803,1379)
paragraph: Al reanudarse se dió cuenta del resultado y continuó el debate promovido por la pregunta formulada por Moret acerca de las vacaciones parlamentarias. xyxy=(303,501,543,539)
paragraph: 3.º Carrera Infantil: 12 vueltas al paseo de Ezcurdia: Primer premio, 30 pesetas, Benjamín Lago. Segundo, 20, Vicente Echevarría. Tercero, 10, Francisco Zamarraga. xyxy=(824,1744,1063,1796)
dateline: 30 junio. xyxy=(1084,582,1119,594)
paragraph: La prensa comenta la torpeza de las autoridades, y dice que ha llegado la hora de que la astucia y habilidad de los terroristas se vea estrechada por las dotes de inteligencia de los encargados de descubrir á los criminales. xyxy=(564,185,803,249)
paragraph: Comunican de Lisboa que la reina Amelia ha mejorado en su enfermedad. xyxy=(1344,923,1585,949)
paragraph: Las autoridades siguen desorientadas, xyxy=(315,2011,479,2024)
paragraph: Sarasate tuvo que salir varias veces á los balcones de su residencia, para corresponder á las entusiastas muestras del cariño de sus paisanos. xyxy=(824,297,1063,336)
ad-title: Callicida Pizá xyxy=(1089,770,1227,790)
paragraph: Vacas.—A José Antonio Ansan (Puyana), 75; á José Arambillet (Ugalde), 50; á Baltasar Zabala (Portu), 25 y á Antonio María Ayza (Borda), 10. xyxy=(1344,1588,1585,1627)
paragraph: Las sufragistas de Londres celebraron ayer una manifestación ante el palacio de Westminster. xyxy=(1344,822,1585,847)
paragraph: La marcha de la comitiva por el camino de la estación ofreció un aspecto fantástico, pues á los lados de los carruajes había más de cien personas con antorchas. xyxy=(564,1868,803,1920)
ad-line: Ventas al contado y á plazos desde una peseta semanal. xyxy=(1104,672,1304,696)
paragraph: El señor presidente, pareciéndole bien la indicación del señor Tabuyo y las observaciones del señor Rivilla, propone que se apruebe la primera parte del escrito y que la segunda pase á estudio de la Comisión compuesta de la comisión de Obras y los presidentes de las comisiones permanentes, más los concejales letrados. xyxy=(43,386,283,477)
paragraph: Premio Excelencia.—Medalla de plata de la señorita Pilar Urdampilleta, medalla de bronce á la señorita María Urdampilleta. xyxy=(564,1398,803,1438)
paragraph: De pronto Raimunda fué acometida de un accidente epiléptico y cayó al suelo, yendo á parar las ropitas del niño encima de las ascuas. xyxy=(1084,1873,1324,1911)
paragraph: Comunican de Orán que las tribus de Tafilalete se han puesto en camino para atacar los puestos franceses. xyxy=(824,1231,1063,1271)
paragraph: Al regresar Miguel Pildáin á su domicilio y enterarse de lo que durante su ausencia había acaecido, se desarrolló una dolorosa escena. xyxy=(1344,431,1585,470)
paragraph: A los acordes de un alegre pasacalle entraron en el pueblo, dejando las máquinas en el parque de bomberos. xyxy=(824,1523,1063,1562)
paragraph: Ha sido designado el arquitecto don Lucas Alday para sustituir al arquitecto municipal ayudante don Juan Alday, durante el tiempo que éste disfrute de licencia. xyxy=(43,1594,283,1646)
paragraph: Canalejas terció en la discusión para recoger alusiones y comenzó diciendo que suscribía todo lo manifestado el martes por Moret en un discurso y que solo le quedaba adherirse á la campaña por igual motivo. xyxy=(303,542,543,607)
paragraph: No habiendo más asuntos se levantó la sesión. xyxy=(55,883,255,896)
paragraph: Ante el juez especial señor Ibáñez prestaron ayer declaración varios dependientes de establecimientos frecuentados por Juan Martínez y Camilo Oriola, los dos detenidos por recientes complicados en el atentado de una bomba en un urinario de la Rambla de las Flores. xyxy=(303,1903,543,1981)
paragraph: Expuso que las oposiciones no retrocederían en el camino en que las ha colocado el gobierno, que no procede con cautela á pesar de que ha hecho que se prorrogue la subvención á la Trasatlántica por no haber examinado el proyecto de Comunicaciones Marítimas. xyxy=(303,880,543,945)
divider xyxy=(303,355,543,356)
ad-subtitle: CALLE REINA REGENTE, 1 xyxy=(1135,633,1272,644)
byline-correspondent: (De nuestro corresponsal) xyxy=(368,1888,478,1900)
paragraph: comisión mixta compuesta de los diputados señores Carrión y Murua y los concejales señores Bermingham, Rivilla y Álvarez. xyxy=(303,116,543,154)
section-kicker: Horrible desgracia xyxy=(1084,1659,1324,1675)
paragraph: En cuanto á la segunda cree asimismo que debe pasar á estudio de esa comisión como propone el señor Tabuyo. xyxy=(43,237,283,276)
paragraph: Dice en ese suelto que se han pedido en forma certificaciones de los acuerdos adoptados últimamente por el Ayuntamiento, y el nombre de los concejales que los tomaron. xyxy=(564,909,803,961)
subheading: Ecos de Rusia xyxy=(1434,954,1495,966)
byline-correspondent: (De nuestro corresponsal) xyxy=(628,1700,738,1712)
paragraph: El Liberal recoge, asimismo, el rumor de que la bomba no estalló en el sitio del urinario sino á cierta altura, y dice que eso explicaría las heridas que el desventurado joven Pineda recibió en la cabeza. xyxy=(564,456,803,508)
paragraph: Hubo un momento en que el barco dió un salto más largo que los demás, un salto de unos cuatro centímetros que pudo apreciarse claramente. xyxy=(824,732,1063,771)
paragraph: El juzgado de Lemberg ha condenado á muerte á Kiensenky, asesino del conde Potocki. xyxy=(1344,1024,1585,1050)
paragraph: Vicente Arrazasgasti, le fué apreciada una herida contusa en la cabeza calificada de pronóstico reservado. xyxy=(303,1736,543,1774)
paragraph: En vista de estos informes, y marchando también de acuerdo con los alcaldes de los pueblos que disfrutan del tranvía, el gobernador civil publicará un reglamento general para que á él se someta el servicio. xyxy=(43,1540,283,1592)
ad-line: Todas las demás enfermedades de la espalda con correcciones de corsé ortopédico, Plaza de Alava. xyxy=(1101,1451,1307,1476)
paragraph: sin saber á donde encaminar sus pasos para lograr el descubrimiento de los criminales. xyxy=(564,116,803,141)
